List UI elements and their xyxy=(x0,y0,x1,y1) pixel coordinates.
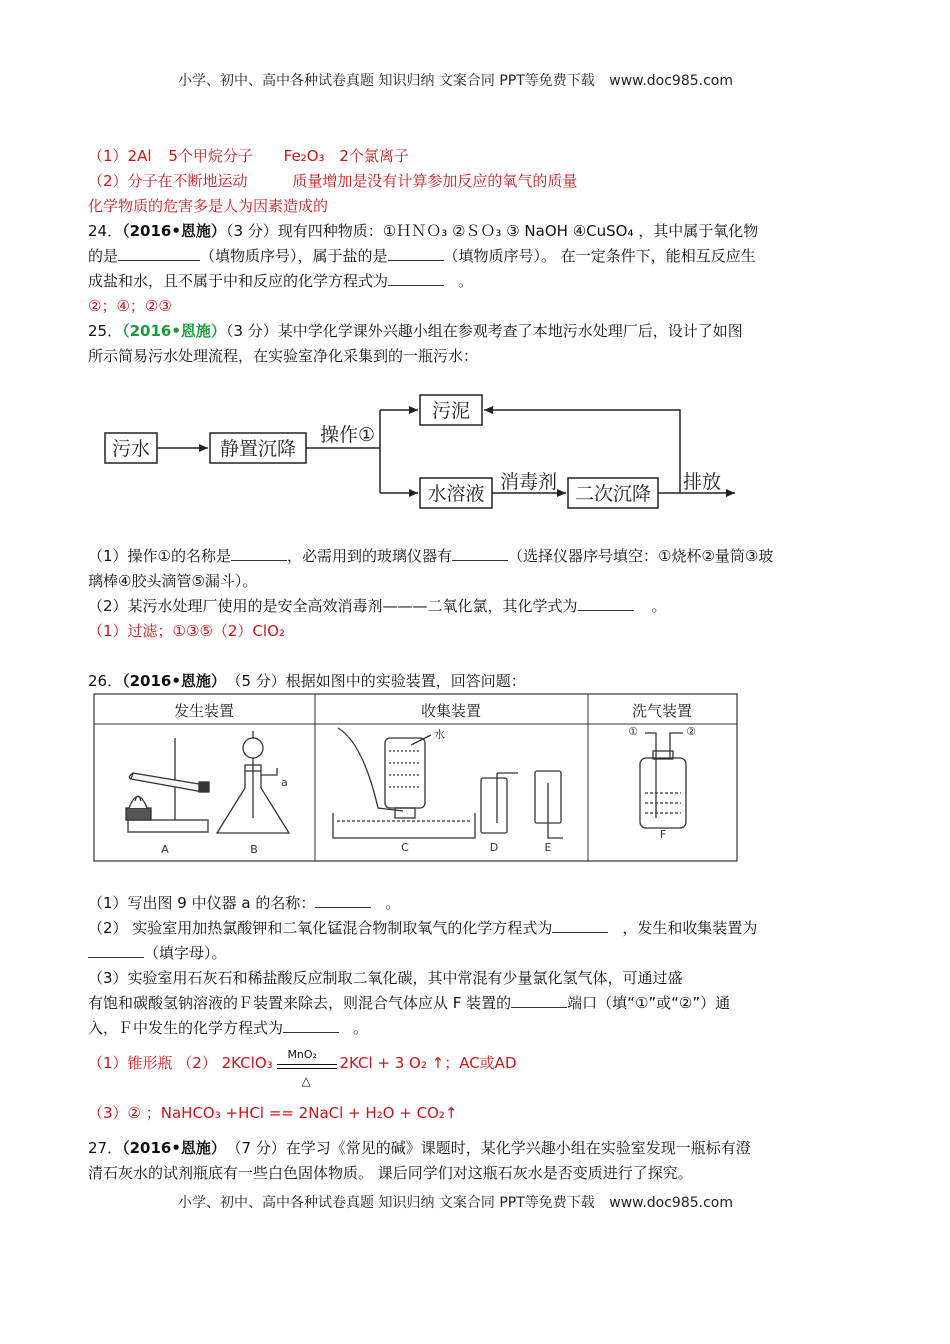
table-header-washing: 洗气装置 xyxy=(631,702,693,720)
q27-line-1: 27．（2016•恩施） （7 分）在学习《常见的碱》课题时，某化学兴趣小组在实验室发现一瓶标有澄 xyxy=(88,1139,751,1157)
flow-label-disinfect: 消毒剂 xyxy=(500,471,558,493)
q26-blank-3 xyxy=(88,943,144,958)
page-header xyxy=(178,70,733,90)
reaction-condition xyxy=(277,1047,339,1088)
q26-sub3-line-3: 入，Ｆ中发生的化学方程式为 。 xyxy=(88,1019,369,1037)
q26-blank-4 xyxy=(511,993,567,1008)
q26-sub3-line-1: （3）实验室用石灰石和稀盐酸反应制取二氧化碳，其中常混有少量氯化氢气体，可通过盛 xyxy=(88,969,683,987)
q26-blank-5 xyxy=(283,1018,339,1033)
q25-line-1: 25．（2016•恩施）（3 分）某中学化学课外兴趣小组在参观考查了本地污水处理厂后，设计了如图 xyxy=(88,322,743,340)
q25-blank-1 xyxy=(231,546,287,561)
q26-blank-1 xyxy=(315,893,371,908)
q26-blank-2 xyxy=(552,918,608,933)
q27-line-2: 清石灰水的试剂瓶底有一些白色固体物质。 课后同学们对这瓶石灰水是否变质进行了探究。 xyxy=(88,1164,693,1182)
flow-label-settle: 静置沉降 xyxy=(219,438,297,460)
label-apparatus-d: D xyxy=(489,841,499,854)
page-footer xyxy=(178,1192,733,1212)
label-apparatus-b: B xyxy=(250,843,258,856)
q24-blank-3 xyxy=(388,271,444,286)
label-instrument-a: a xyxy=(281,776,288,789)
q25-sub1-line-1: （1）操作①的名称是 ，必需用到的玻璃仪器有 （选择仪器序号填空：①烧杯②量筒③玻 xyxy=(88,547,774,565)
header-text: 小学、初中、高中各种试卷真题 知识归纳 文案合同 PPT等免费下载 xyxy=(178,73,595,89)
q26-answer-line-2: （3）② ；NaHCO₃ +HCl == 2NaCl + H₂O + CO₂↑ xyxy=(88,1104,458,1122)
q25-sub2: （2）某污水处理厂使用的是安全高效消毒剂———二氧化氯，其化学式为 。 xyxy=(88,597,667,615)
flow-label-wastewater: 污水 xyxy=(111,438,151,460)
header-site: www.doc985.com xyxy=(609,73,733,89)
q25-flow-diagram xyxy=(95,385,745,515)
q26-sub1: （1）写出图 9 中仪器 a 的名称： 。 xyxy=(88,894,401,912)
label-apparatus-c: C xyxy=(401,841,409,854)
flow-label-discharge: 排放 xyxy=(683,471,722,493)
q25-answer: （1）过滤；①③⑤（2）ClO₂ xyxy=(88,622,285,640)
table-header-collection: 收集装置 xyxy=(420,702,482,720)
catalyst-label: MnO₂ xyxy=(287,1047,317,1061)
footer-text: 小学、初中、高中各种试卷真题 知识归纳 文案合同 PPT等免费下载 xyxy=(178,1195,595,1211)
heat-label: △ xyxy=(301,1073,311,1088)
q26-intro: 26．（2016•恩施） （5 分）根据如图中的实验装置，回答问题： xyxy=(88,672,526,690)
q24-line-3: 成盐和水，且不属于中和反应的化学方程式为 。 xyxy=(88,272,474,290)
label-apparatus-f: F xyxy=(659,828,667,841)
reaction-line-top xyxy=(277,1064,337,1065)
label-port-2: ② xyxy=(686,725,696,738)
flow-label-solution: 水溶液 xyxy=(427,483,485,505)
q24-line-1: 24．（2016•恩施）（3 分）现有四种物质：①ＨＮＯ₃ ②ＳＯ₃ ③ NaOH ④CuSO₄ ，其中属于氧化物 xyxy=(88,222,759,240)
q24-blank-2 xyxy=(388,246,444,261)
q26-apparatus-table xyxy=(93,693,738,863)
q26-sub3-line-2: 有饱和碳酸氢钠溶液的Ｆ装置来除去，则混合气体应从 F 装置的 端口（填“①”或“②”）通 xyxy=(88,994,731,1012)
footer-site: www.doc985.com xyxy=(609,1195,733,1211)
q25-blank-3 xyxy=(578,596,634,611)
table-header-generator: 发生装置 xyxy=(173,702,235,720)
q25-sub1-line-2: 璃棒④胶头滴管⑤漏斗）。 xyxy=(88,572,258,590)
label-apparatus-a: A xyxy=(161,843,169,856)
q25-blank-2 xyxy=(452,546,508,561)
flow-label-op1: 操作① xyxy=(320,424,376,446)
reaction-line-bottom xyxy=(277,1068,337,1069)
label-water: 水 xyxy=(434,728,445,741)
flow-label-second-settle: 二次沉降 xyxy=(574,483,652,505)
q25-line-2: 所示简易污水处理流程，在实验室净化采集到的一瓶污水： xyxy=(88,347,479,365)
q23-answer-line-1: （1）2Al 5个甲烷分子 Fe₂O₃ 2个氯离子 xyxy=(88,147,409,165)
q26-answer-line-1: （1）锥形瓶 （2） 2KClO₃ MnO₂ △ 2KCl + 3 O₂ ↑；AC或AD xyxy=(88,1052,517,1075)
q26-sub2-line-2: （填字母）。 xyxy=(88,942,227,964)
q24-blank-1 xyxy=(118,246,200,261)
q23-answer-line-2: （2）分子在不断地运动 质量增加是没有计算参加反应的氧气的质量 xyxy=(88,172,578,190)
label-apparatus-e: E xyxy=(544,841,552,854)
q23-answer-line-3: 化学物质的危害多是人为因素造成的 xyxy=(88,197,329,215)
q24-answer: ②；④；②③ xyxy=(88,297,172,315)
label-port-1: ① xyxy=(628,725,638,738)
q24-line-2: 的是 （填物质序号），属于盐的是 （填物质序号）。 在一定条件下，能相互反应生 xyxy=(88,247,756,265)
flow-label-sludge: 污泥 xyxy=(431,400,471,422)
q26-sub2-line-1: （2） 实验室用加热氯酸钾和二氧化锰混合物制取氧气的化学方程式为 ，发生和收集装置为 xyxy=(88,919,758,937)
